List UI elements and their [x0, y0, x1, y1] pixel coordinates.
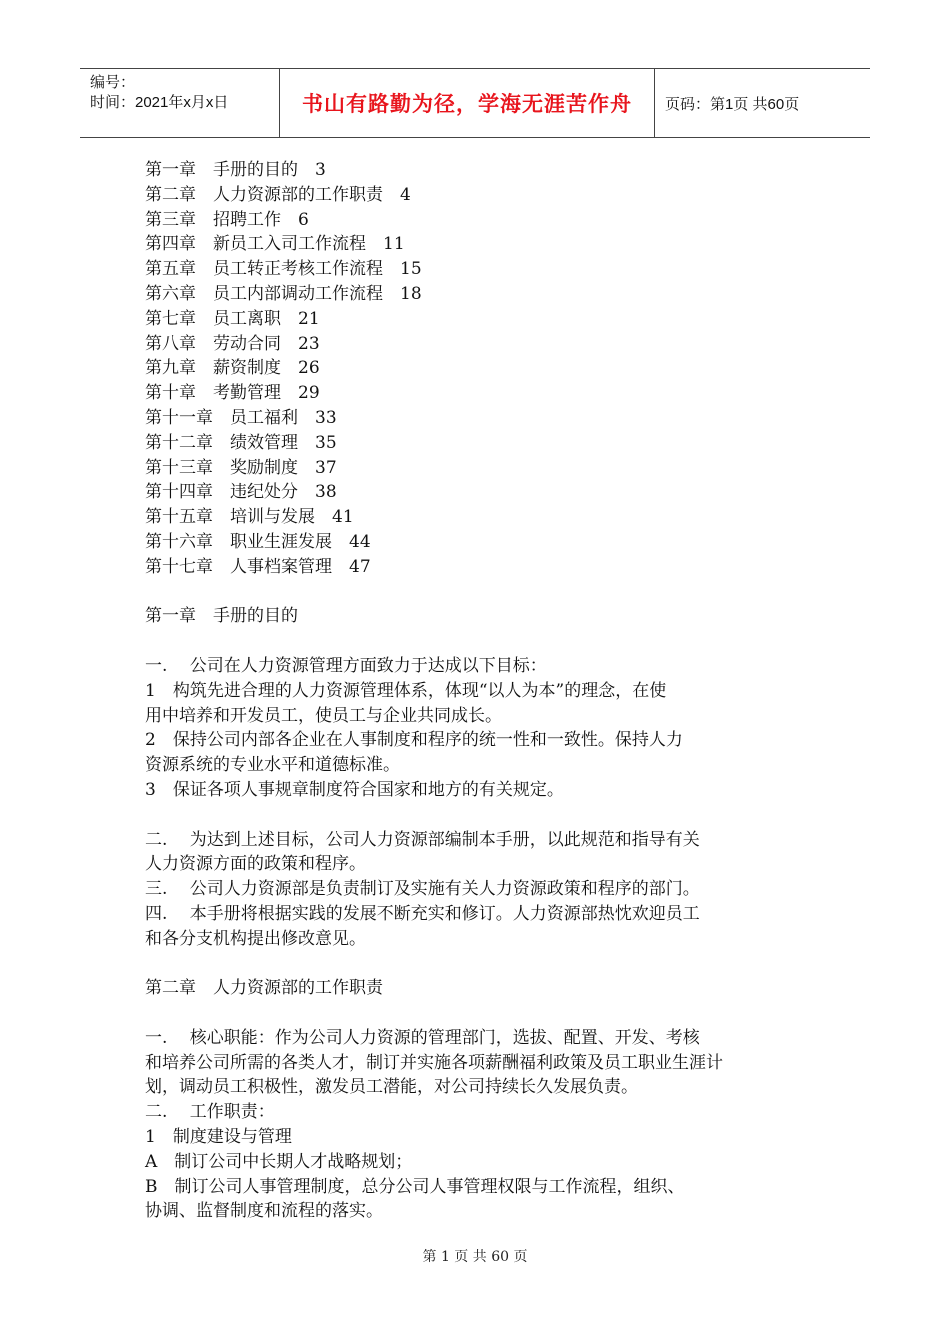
- toc-entry: 第十三章 奖励制度 37: [145, 457, 337, 478]
- toc-entry: 第四章 新员工入司工作流程 11: [145, 234, 405, 255]
- header-meta: [80, 69, 280, 137]
- toc-entry: 第三章 招聘工作 6: [145, 209, 309, 230]
- paragraph-line: A 制订公司中长期人才战略规划；: [145, 1151, 413, 1172]
- toc-entry: 第二章 人力资源部的工作职责 4: [145, 184, 411, 205]
- paragraph-line: 一. 公司在人力资源管理方面致力于达成以下目标：: [145, 655, 547, 676]
- paragraph-line: B 制订公司人事管理制度，总分公司人事管理权限与工作流程，组织、: [145, 1176, 685, 1197]
- document-date: 时间：2021年x月x日: [90, 94, 229, 111]
- toc-entry: 第十二章 绩效管理 35: [145, 432, 337, 453]
- chapter-1-title: 第一章 手册的目的: [145, 606, 298, 627]
- paragraph-line: 资源系统的专业水平和道德标准。: [145, 755, 400, 776]
- toc-entry: 第十一章 员工福利 33: [145, 407, 337, 428]
- page-footer: 第 1 页 共 60 页: [422, 1249, 528, 1265]
- document-body: [145, 158, 805, 1224]
- paragraph-line: 人力资源方面的政策和程序。: [145, 854, 366, 875]
- paragraph-line: 划，调动员工积极性，激发员工潜能，对公司持续长久发展负责。: [145, 1077, 638, 1098]
- toc-entry: 第七章 员工离职 21: [145, 308, 320, 329]
- toc-entry: 第九章 薪资制度 26: [145, 358, 320, 379]
- document-number-label: 编号：: [90, 74, 136, 91]
- toc-entry: 第十五章 培训与发展 41: [145, 507, 354, 528]
- paragraph-line: 和各分支机构提出修改意见。: [145, 928, 366, 949]
- table-of-contents: [145, 158, 805, 580]
- toc-entry: 第十章 考勤管理 29: [145, 383, 320, 404]
- chapter-2-title: 第二章 人力资源部的工作职责: [145, 978, 383, 999]
- header-page-info: 页码：第1页 共60页: [665, 95, 800, 113]
- toc-entry: 第十六章 职业生涯发展 44: [145, 531, 371, 552]
- paragraph-line: 二. 工作职责：: [145, 1102, 275, 1123]
- paragraph-line: 用中培养和开发员工，使员工与企业共同成长。: [145, 705, 502, 726]
- toc-entry: 第五章 员工转正考核工作流程 15: [145, 259, 422, 280]
- toc-entry: 第八章 劳动合同 23: [145, 333, 320, 354]
- toc-entry: 第六章 员工内部调动工作流程 18: [145, 283, 422, 304]
- toc-entry: 第一章 手册的目的 3: [145, 160, 326, 180]
- header-motto: 书山有路勤为径，学海无涯苦作舟: [280, 69, 655, 137]
- paragraph-line: 一. 核心职能：作为公司人力资源的管理部门，选拔、配置、开发、考核: [145, 1027, 700, 1048]
- paragraph-line: 四. 本手册将根据实践的发展不断充实和修订。人力资源部热忱欢迎员工: [145, 903, 700, 924]
- toc-entry: 第十四章 违纪处分 38: [145, 482, 337, 503]
- paragraph-line: 1 制度建设与管理: [145, 1127, 292, 1148]
- toc-entry: 第十七章 人事档案管理 47: [145, 556, 371, 577]
- paragraph-line: 2 保持公司内部各企业在人事制度和程序的统一性和一致性。保持人力: [145, 730, 683, 751]
- paragraph-line: 3 保证各项人事规章制度符合国家和地方的有关规定。: [145, 779, 564, 800]
- paragraph-line: 1 构筑先进合理的人力资源管理体系，体现“以人为本”的理念，在使: [145, 680, 667, 701]
- paragraph-line: 协调、监督制度和流程的落实。: [145, 1201, 383, 1222]
- page-header: [80, 68, 870, 138]
- paragraph-line: 二. 为达到上述目标，公司人力资源部编制本手册，以此规范和指导有关: [145, 829, 700, 850]
- paragraph-line: 三. 公司人力资源部是负责制订及实施有关人力资源政策和程序的部门。: [145, 879, 700, 900]
- paragraph-line: 和培养公司所需的各类人才，制订并实施各项薪酬福利政策及员工职业生涯计: [145, 1052, 723, 1073]
